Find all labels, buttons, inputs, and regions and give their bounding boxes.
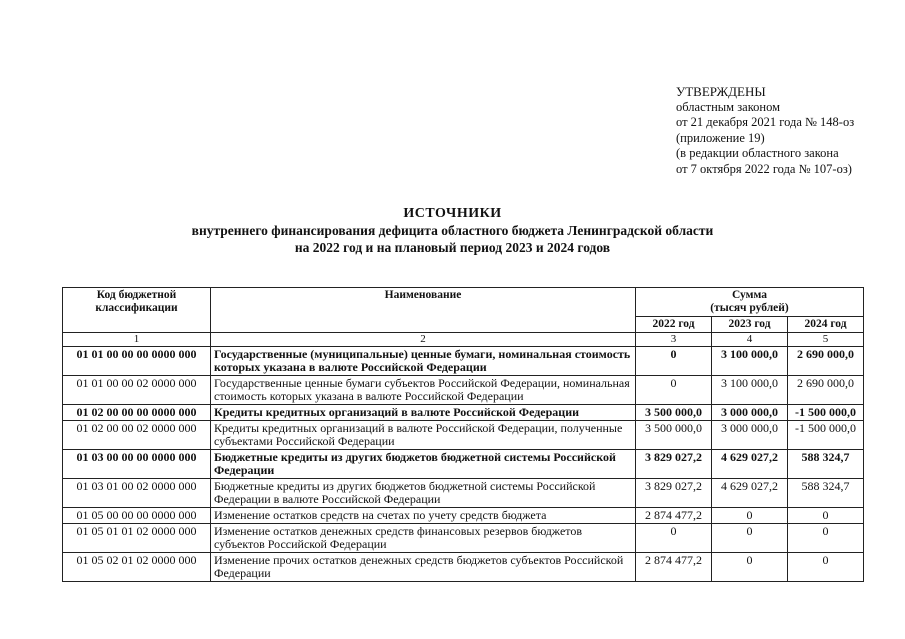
column-number-row — [63, 333, 864, 347]
row-name: Изменение остатков денежных средств финансовых резервов бюджетов субъектов Российской Федерации — [211, 524, 636, 553]
approval-line: от 21 декабря 2021 года № 148-оз — [676, 115, 855, 129]
approval-heading: УТВЕРЖДЕНЫ — [676, 84, 766, 99]
approval-stamp — [676, 84, 901, 177]
approval-line: (в редакции областного закона — [676, 146, 839, 160]
row-code: 01 03 00 00 00 0000 000 — [63, 450, 211, 479]
row-value-2024: 0 — [788, 508, 864, 524]
column-number: 2 — [211, 333, 636, 347]
row-value-2022: 3 500 000,0 — [636, 421, 712, 450]
row-code: 01 03 01 00 02 0000 000 — [63, 479, 211, 508]
row-value-2022: 3 829 027,2 — [636, 479, 712, 508]
header-year-2023: 2023 год — [712, 317, 788, 333]
table-row — [63, 421, 864, 450]
header-sum-unit: (тысяч рублей) — [710, 302, 789, 314]
row-code: 01 05 00 00 00 0000 000 — [63, 508, 211, 524]
column-number: 5 — [788, 333, 864, 347]
table-body — [63, 347, 864, 582]
approval-line: (приложение 19) — [676, 130, 765, 145]
row-value-2022: 0 — [636, 347, 712, 376]
row-value-2023: 3 100 000,0 — [712, 347, 788, 376]
header-sum — [636, 288, 864, 317]
header-code: Код бюджетной классификации — [63, 288, 211, 333]
row-value-2024: 588 324,7 — [788, 450, 864, 479]
table-row — [63, 450, 864, 479]
row-value-2022: 3 500 000,0 — [636, 405, 712, 421]
row-value-2023: 3 100 000,0 — [712, 376, 788, 405]
row-name: Изменение прочих остатков денежных средств бюджетов субъектов Российской Федерации — [211, 553, 636, 582]
table-row — [63, 347, 864, 376]
row-name: Государственные (муниципальные) ценные бумаги, номинальная стоимость которых указана в валюте Российской Федерации — [211, 347, 636, 376]
row-value-2024: -1 500 000,0 — [788, 421, 864, 450]
row-value-2024: 2 690 000,0 — [788, 347, 864, 376]
row-name: Кредиты кредитных организаций в валюте Российской Федерации, полученные субъектами Российской Федерации — [211, 421, 636, 450]
row-code: 01 05 02 01 02 0000 000 — [63, 553, 211, 582]
row-value-2023: 3 000 000,0 — [712, 405, 788, 421]
row-code: 01 01 00 00 00 0000 000 — [63, 347, 211, 376]
row-value-2023: 3 000 000,0 — [712, 421, 788, 450]
header-name: Наименование — [211, 288, 636, 333]
column-number: 1 — [63, 333, 211, 347]
row-name: Бюджетные кредиты из других бюджетов бюджетной системы Российской Федерации — [211, 450, 636, 479]
row-value-2022: 2 874 477,2 — [636, 508, 712, 524]
row-value-2022: 2 874 477,2 — [636, 553, 712, 582]
table-row — [63, 405, 864, 421]
row-code: 01 02 00 00 00 0000 000 — [63, 405, 211, 421]
row-value-2024: -1 500 000,0 — [788, 405, 864, 421]
table-row — [63, 524, 864, 553]
table-row — [63, 553, 864, 582]
header-year-2022: 2022 год — [636, 317, 712, 333]
table-row — [63, 508, 864, 524]
row-name: Изменение остатков средств на счетах по учету средств бюджета — [211, 508, 636, 524]
approval-line: областным законом — [676, 99, 781, 114]
title-line-2: внутреннего финансирования дефицита областного бюджета Ленинградской области — [191, 223, 714, 238]
title-line-1: ИСТОЧНИКИ — [403, 206, 502, 221]
document-title — [0, 205, 905, 256]
row-value-2023: 0 — [712, 553, 788, 582]
financing-sources-table — [62, 287, 864, 582]
row-value-2022: 0 — [636, 376, 712, 405]
row-value-2022: 0 — [636, 524, 712, 553]
row-value-2024: 0 — [788, 524, 864, 553]
row-name: Бюджетные кредиты из других бюджетов бюджетной системы Российской Федерации в валюте Российской Федерации — [211, 479, 636, 508]
header-sum-label: Сумма — [732, 289, 767, 301]
column-number: 3 — [636, 333, 712, 347]
row-name: Государственные ценные бумаги субъектов Российской Федерации, номинальная стоимость которых указана в валюте Российской Федерации — [211, 376, 636, 405]
table-row — [63, 376, 864, 405]
row-value-2023: 4 629 027,2 — [712, 450, 788, 479]
row-value-2024: 0 — [788, 553, 864, 582]
row-code: 01 01 00 00 02 0000 000 — [63, 376, 211, 405]
row-value-2023: 4 629 027,2 — [712, 479, 788, 508]
row-value-2023: 0 — [712, 508, 788, 524]
row-value-2023: 0 — [712, 524, 788, 553]
approval-line: от 7 октября 2022 года № 107-оз) — [676, 161, 852, 176]
row-code: 01 05 01 01 02 0000 000 — [63, 524, 211, 553]
column-number: 4 — [712, 333, 788, 347]
row-name: Кредиты кредитных организаций в валюте Российской Федерации — [211, 405, 636, 421]
row-value-2024: 588 324,7 — [788, 479, 864, 508]
table-row — [63, 479, 864, 508]
row-value-2022: 3 829 027,2 — [636, 450, 712, 479]
title-line-3: на 2022 год и на плановый период 2023 и 2024 годов — [294, 240, 611, 255]
row-value-2024: 2 690 000,0 — [788, 376, 864, 405]
row-code: 01 02 00 00 02 0000 000 — [63, 421, 211, 450]
header-year-2024: 2024 год — [788, 317, 864, 333]
